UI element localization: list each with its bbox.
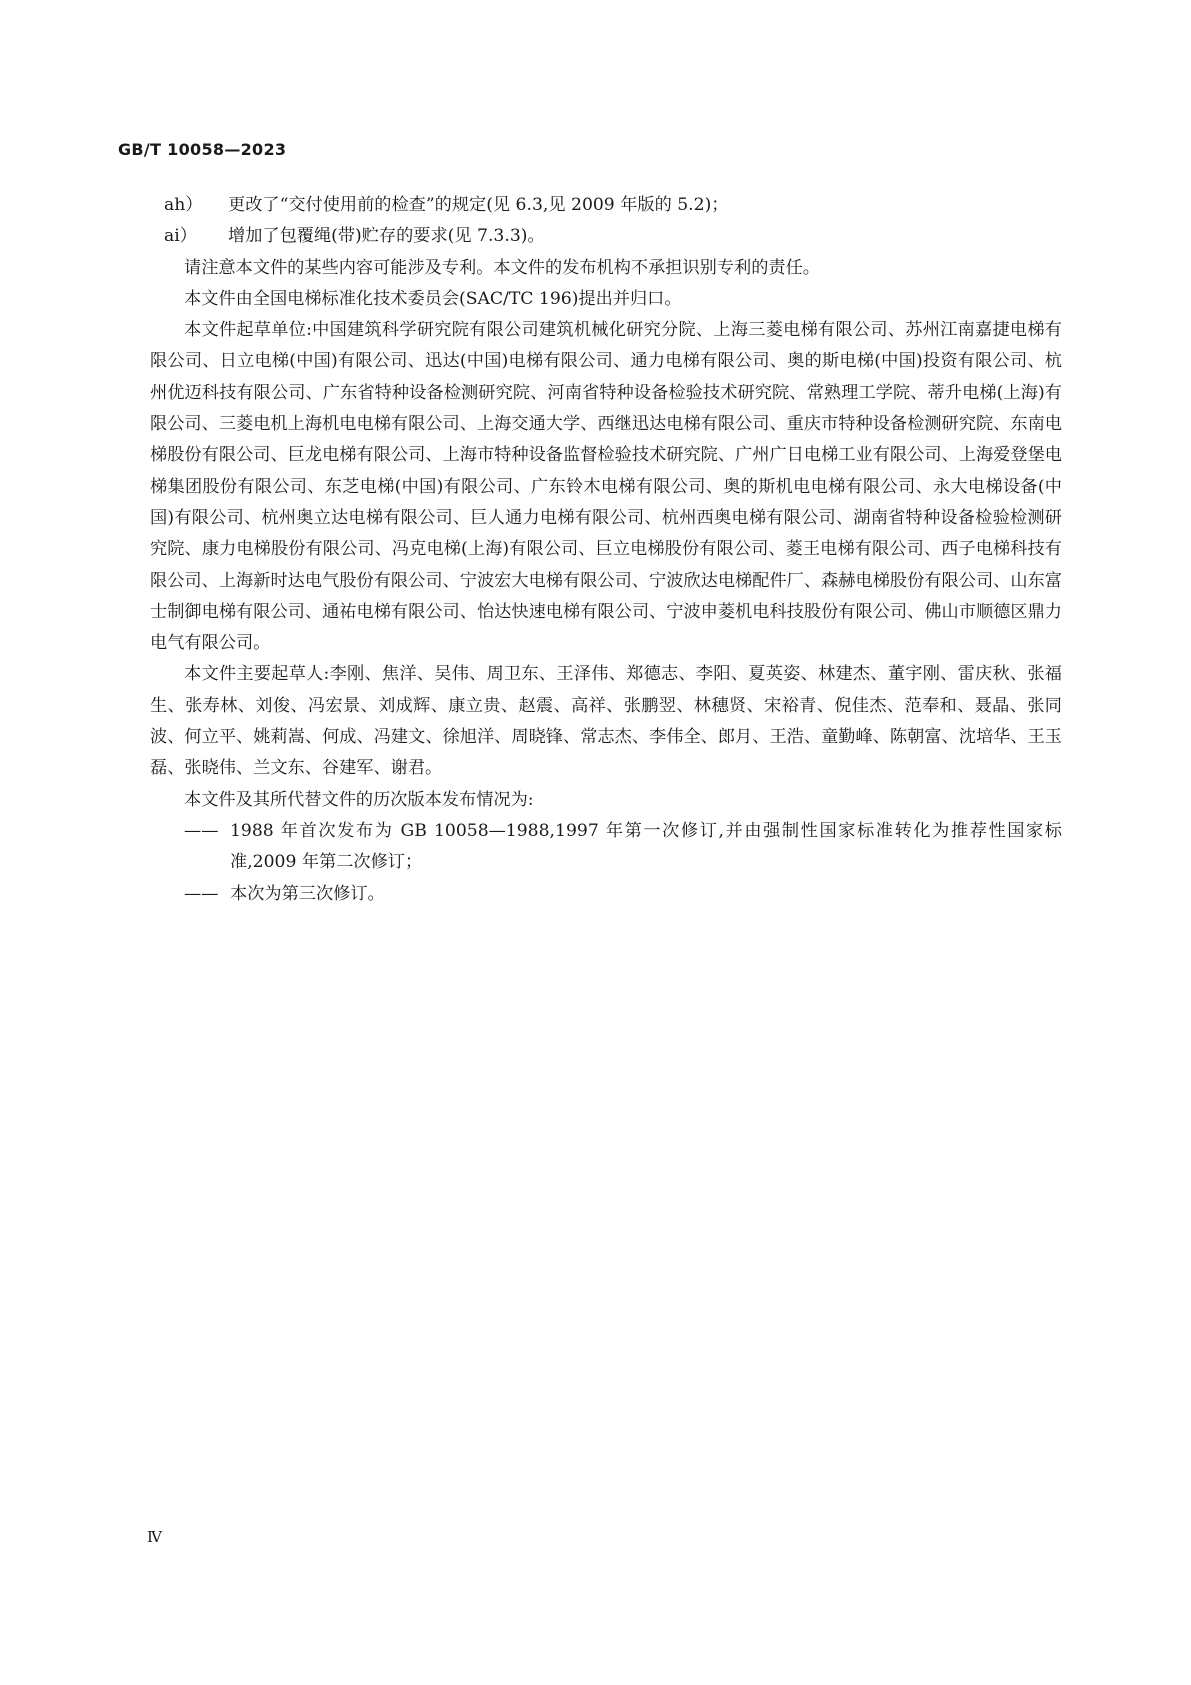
history-item-2 (150, 879, 1062, 910)
history-item-1 (150, 816, 1062, 879)
change-item-ah (164, 190, 1062, 221)
history-item-text: 本次为第三次修订。 (230, 883, 385, 904)
page-number: Ⅳ (147, 1528, 162, 1546)
change-item-ai (164, 221, 1062, 252)
document-body (150, 190, 1062, 910)
dash-marker: —— (184, 883, 219, 904)
history-item-text: 1988 年首次发布为 GB 10058—1988,1997 年第一次修订,并由强制性国家标准转化为推荐性国家标准,2009 年第二次修订； (230, 820, 1062, 873)
change-item-label: ai） (164, 226, 197, 247)
drafters-paragraph: 本文件主要起草人:李刚、焦洋、吴伟、周卫东、王泽伟、郑德志、李阳、夏英姿、林建杰、董宇刚、雷庆秋、张福生、张寿林、刘俊、冯宏景、刘成辉、康立贵、赵震、高祥、张鹏翌、林穗贤、宋裕青、倪佳杰、范奉和、聂晶、张同波、何立平、姚莉嵩、何成、冯建文、徐旭洋、周晓锋、常志杰、李伟全、郎月、王浩、童勤峰、陈朝富、沈培华、王玉磊、张晓伟、兰文东、谷建军、谢君。 (150, 664, 1062, 779)
proposed-by-paragraph: 本文件由全国电梯标准化技术委员会(SAC/TC 196)提出并归口。 (184, 288, 682, 309)
drafting-units-paragraph: 本文件起草单位:中国建筑科学研究院有限公司建筑机械化研究分院、上海三菱电梯有限公司、苏州江南嘉捷电梯有限公司、日立电梯(中国)有限公司、迅达(中国)电梯有限公司、通力电梯有限公司、奥的斯电梯(中国)投资有限公司、杭州优迈科技有限公司、广东省特种设备检测研究院、河南省特种设备检验技术研究院、常熟理工学院、蒂升电梯(上海)有限公司、三菱电机上海机电电梯有限公司、上海交通大学、西继迅达电梯有限公司、重庆市特种设备检测研究院、东南电梯股份有限公司、巨龙电梯有限公司、上海市特种设备监督检验技术研究院、广州广日电梯工业有限公司、上海爱登堡电梯集团股份有限公司、东芝电梯(中国)有限公司、广东铃木电梯有限公司、奥的斯机电电梯有限公司、永大电梯设备(中国)有限公司、杭州奥立达电梯有限公司、巨人通力电梯有限公司、杭州西奥电梯有限公司、湖南省特种设备检验检测研究院、康力电梯股份有限公司、冯克电梯(上海)有限公司、巨立电梯股份有限公司、菱王电梯有限公司、西子电梯科技有限公司、上海新时达电气股份有限公司、宁波宏大电梯有限公司、宁波欣达电梯配件厂、森赫电梯股份有限公司、山东富士制御电梯有限公司、通祐电梯有限公司、怡达快速电梯有限公司、宁波申菱机电科技股份有限公司、佛山市顺德区鼎力电气有限公司。 (150, 320, 1062, 654)
change-item-text: 增加了包覆绳(带)贮存的要求(见 7.3.3)。 (228, 226, 545, 247)
document-id-header: GB/T 10058—2023 (118, 140, 287, 159)
history-intro-paragraph: 本文件及其所代替文件的历次版本发布情况为: (184, 789, 534, 810)
patent-note-paragraph: 请注意本文件的某些内容可能涉及专利。本文件的发布机构不承担识别专利的责任。 (184, 257, 820, 278)
change-item-text: 更改了“交付使用前的检查”的规定(见 6.3,见 2009 年版的 5.2)； (228, 195, 729, 215)
dash-marker: —— (184, 820, 219, 841)
change-item-label: ah） (164, 195, 203, 215)
